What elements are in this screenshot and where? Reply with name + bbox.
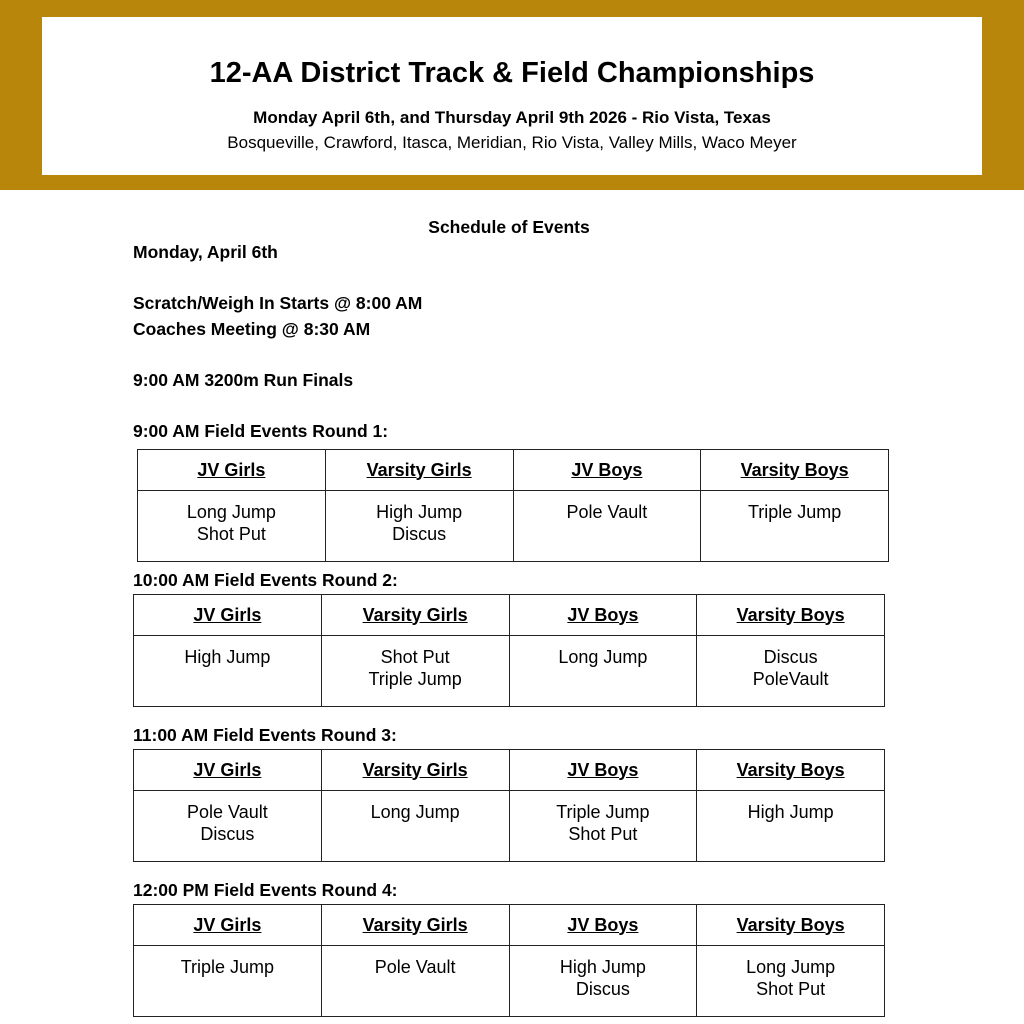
table-cell bbox=[697, 636, 885, 707]
table-cell bbox=[513, 491, 701, 562]
table-cell bbox=[697, 946, 885, 1017]
event-name: Long Jump bbox=[558, 647, 648, 667]
table-cell bbox=[134, 636, 322, 707]
round-table bbox=[133, 594, 885, 707]
scratch-time: Scratch/Weigh In Starts @ 8:00 AM bbox=[133, 293, 423, 313]
round-table bbox=[133, 904, 885, 1017]
event-name: High Jump bbox=[184, 647, 271, 667]
event-name: Shot Put bbox=[756, 979, 826, 999]
table-cell bbox=[321, 636, 509, 707]
event-name: Shot Put bbox=[196, 524, 266, 544]
event-name: Pole Vault bbox=[187, 802, 268, 822]
event-name: Shot Put bbox=[568, 824, 638, 844]
table-header-row bbox=[134, 595, 885, 636]
column-header: Varsity Boys bbox=[697, 905, 885, 946]
table-row bbox=[134, 636, 885, 707]
round-table bbox=[137, 449, 889, 562]
round-table bbox=[133, 749, 885, 862]
column-header: JV Boys bbox=[509, 905, 697, 946]
event-name: Discus bbox=[763, 647, 818, 667]
column-header: JV Boys bbox=[509, 750, 697, 791]
event-name: Triple Jump bbox=[556, 802, 650, 822]
table-cell bbox=[134, 791, 322, 862]
event-name: Discus bbox=[575, 979, 630, 999]
event-name: Discus bbox=[200, 824, 255, 844]
table-cell bbox=[321, 946, 509, 1017]
event-name: High Jump bbox=[747, 802, 834, 822]
table-row bbox=[138, 491, 889, 562]
column-header: Varsity Girls bbox=[321, 595, 509, 636]
page-title: 12-AA District Track & Field Championships bbox=[209, 57, 815, 89]
header-banner bbox=[0, 0, 1024, 190]
table-header-row bbox=[134, 905, 885, 946]
round-heading: 12:00 PM Field Events Round 4: bbox=[133, 880, 398, 900]
round-heading: 9:00 AM Field Events Round 1: bbox=[133, 421, 389, 441]
table-row bbox=[134, 791, 885, 862]
table-cell bbox=[701, 491, 889, 562]
header-box bbox=[42, 17, 982, 175]
column-header: JV Boys bbox=[509, 595, 697, 636]
table-cell bbox=[134, 946, 322, 1017]
event-name: Discus bbox=[392, 524, 447, 544]
column-header: Varsity Boys bbox=[701, 450, 889, 491]
school-list: Bosqueville, Crawford, Itasca, Meridian, Rio Vista, Valley Mills, Waco Meyer bbox=[227, 133, 797, 152]
table-cell bbox=[138, 491, 326, 562]
table-cell bbox=[509, 946, 697, 1017]
event-name: Triple Jump bbox=[368, 669, 462, 689]
column-header: Varsity Boys bbox=[697, 750, 885, 791]
table-cell bbox=[509, 636, 697, 707]
run-finals: 9:00 AM 3200m Run Finals bbox=[133, 370, 354, 390]
table-row bbox=[134, 946, 885, 1017]
table-header-row bbox=[134, 750, 885, 791]
column-header: JV Girls bbox=[134, 905, 322, 946]
table-cell bbox=[509, 791, 697, 862]
event-name: Long Jump bbox=[746, 957, 836, 977]
column-header: JV Girls bbox=[138, 450, 326, 491]
coaches-meeting: Coaches Meeting @ 8:30 AM bbox=[133, 319, 371, 339]
column-header: Varsity Girls bbox=[325, 450, 513, 491]
column-header: JV Girls bbox=[134, 595, 322, 636]
event-name: High Jump bbox=[376, 502, 463, 522]
day-heading: Monday, April 6th bbox=[133, 242, 278, 262]
event-name: Pole Vault bbox=[566, 502, 648, 522]
table-cell bbox=[697, 791, 885, 862]
event-name: Pole Vault bbox=[374, 957, 456, 977]
event-name: Long Jump bbox=[186, 502, 276, 522]
event-name: Shot Put bbox=[380, 647, 450, 667]
column-header: Varsity Boys bbox=[697, 595, 885, 636]
event-name: PoleVault bbox=[752, 669, 829, 689]
column-header: JV Boys bbox=[513, 450, 701, 491]
table-cell bbox=[321, 791, 509, 862]
event-dates: Monday April 6th, and Thursday April 9th 2026 - Rio Vista, Texas bbox=[253, 108, 771, 127]
event-name: Triple Jump bbox=[747, 502, 842, 522]
column-header: Varsity Girls bbox=[321, 750, 509, 791]
event-name: High Jump bbox=[559, 957, 646, 977]
table-cell bbox=[325, 491, 513, 562]
column-header: Varsity Girls bbox=[321, 905, 509, 946]
round-heading: 10:00 AM Field Events Round 2: bbox=[133, 570, 398, 590]
schedule-title: Schedule of Events bbox=[428, 217, 590, 237]
column-header: JV Girls bbox=[134, 750, 322, 791]
table-header-row bbox=[138, 450, 889, 491]
round-heading: 11:00 AM Field Events Round 3: bbox=[133, 725, 397, 745]
event-name: Long Jump bbox=[370, 802, 460, 822]
event-name: Triple Jump bbox=[180, 957, 275, 977]
